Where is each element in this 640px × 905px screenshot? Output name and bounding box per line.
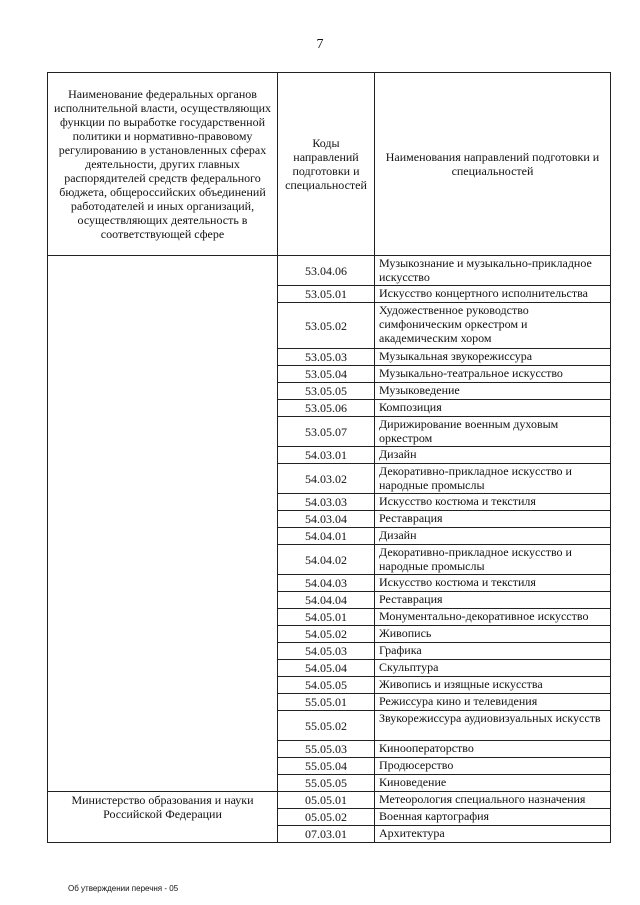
name-cell: Режиссура кино и телевидения <box>375 694 611 711</box>
table-row <box>48 792 611 809</box>
code-cell: 53.05.05 <box>278 383 375 400</box>
name-cell: Кинооператорство <box>375 741 611 758</box>
code-cell: 54.05.01 <box>278 609 375 626</box>
table-row <box>48 256 611 286</box>
code-cell: 53.05.02 <box>278 303 375 349</box>
name-cell: Киноведение <box>375 775 611 792</box>
name-cell: Дирижирование военным духовым оркестром <box>375 417 611 447</box>
name-cell: Архитектура <box>375 826 611 843</box>
code-cell: 54.03.03 <box>278 494 375 511</box>
name-cell: Графика <box>375 643 611 660</box>
name-cell: Искусство костюма и текстиля <box>375 494 611 511</box>
org-cell: Министерство образования и науки Российской Федерации <box>48 792 278 843</box>
org-cell <box>48 256 278 792</box>
code-cell: 55.05.01 <box>278 694 375 711</box>
name-cell: Музыкознание и музыкально-прикладное искусство <box>375 256 611 286</box>
code-cell: 53.05.01 <box>278 286 375 303</box>
code-cell: 53.05.06 <box>278 400 375 417</box>
code-cell: 53.04.06 <box>278 256 375 286</box>
name-cell: Декоративно-прикладное искусство и народные промыслы <box>375 545 611 575</box>
table-body <box>48 256 611 843</box>
code-cell: 55.05.02 <box>278 711 375 741</box>
code-cell: 54.04.04 <box>278 592 375 609</box>
code-cell: 54.04.02 <box>278 545 375 575</box>
name-cell: Живопись <box>375 626 611 643</box>
name-cell: Музыкально-театральное искусство <box>375 366 611 383</box>
name-cell: Композиция <box>375 400 611 417</box>
name-cell: Скульптура <box>375 660 611 677</box>
code-cell: 05.05.02 <box>278 809 375 826</box>
name-cell: Реставрация <box>375 511 611 528</box>
code-cell: 55.05.05 <box>278 775 375 792</box>
name-cell: Звукорежиссура аудиовизуальных искусств <box>375 711 611 741</box>
name-cell: Искусство костюма и текстиля <box>375 575 611 592</box>
name-cell: Художественное руководство симфоническим оркестром и академическим хором <box>375 303 611 349</box>
table-header-row <box>48 73 611 256</box>
name-cell: Монументально-декоративное искусство <box>375 609 611 626</box>
footer-note: Об утверждении перечня - 05 <box>68 884 179 893</box>
header-codes: Коды направлений подготовки и специальностей <box>278 73 375 256</box>
code-cell: 54.05.04 <box>278 660 375 677</box>
code-cell: 55.05.04 <box>278 758 375 775</box>
name-cell: Реставрация <box>375 592 611 609</box>
code-cell: 54.03.02 <box>278 464 375 494</box>
name-cell: Военная картография <box>375 809 611 826</box>
name-cell: Искусство концертного исполнительства <box>375 286 611 303</box>
page-number: 7 <box>316 37 324 52</box>
header-names: Наименования направлений подготовки и специальностей <box>375 73 611 256</box>
code-cell: 53.05.03 <box>278 349 375 366</box>
code-cell: 55.05.03 <box>278 741 375 758</box>
header-org: Наименование федеральных органов исполнительной власти, осуществляющих функции по выработке государственной политики и нормативно-правовому регулированию в установленных сферах деятельности, других главных распорядителей средств федерального бюджета, общероссийских объединений работодателей и иных организаций, осуществляющих деятельность в соответствующей сфере <box>48 73 278 256</box>
name-cell: Дизайн <box>375 528 611 545</box>
code-cell: 54.04.01 <box>278 528 375 545</box>
specialties-table <box>47 72 611 843</box>
name-cell: Музыкальная звукорежиссура <box>375 349 611 366</box>
code-cell: 53.05.07 <box>278 417 375 447</box>
code-cell: 53.05.04 <box>278 366 375 383</box>
name-cell: Живопись и изящные искусства <box>375 677 611 694</box>
code-cell: 05.05.01 <box>278 792 375 809</box>
name-cell: Дизайн <box>375 447 611 464</box>
name-cell: Продюсерство <box>375 758 611 775</box>
code-cell: 54.05.02 <box>278 626 375 643</box>
code-cell: 54.04.03 <box>278 575 375 592</box>
name-cell: Декоративно-прикладное искусство и народные промыслы <box>375 464 611 494</box>
name-cell: Метеорология специального назначения <box>375 792 611 809</box>
code-cell: 54.03.01 <box>278 447 375 464</box>
code-cell: 54.05.05 <box>278 677 375 694</box>
code-cell: 54.03.04 <box>278 511 375 528</box>
name-cell: Музыковедение <box>375 383 611 400</box>
code-cell: 54.05.03 <box>278 643 375 660</box>
code-cell: 07.03.01 <box>278 826 375 843</box>
